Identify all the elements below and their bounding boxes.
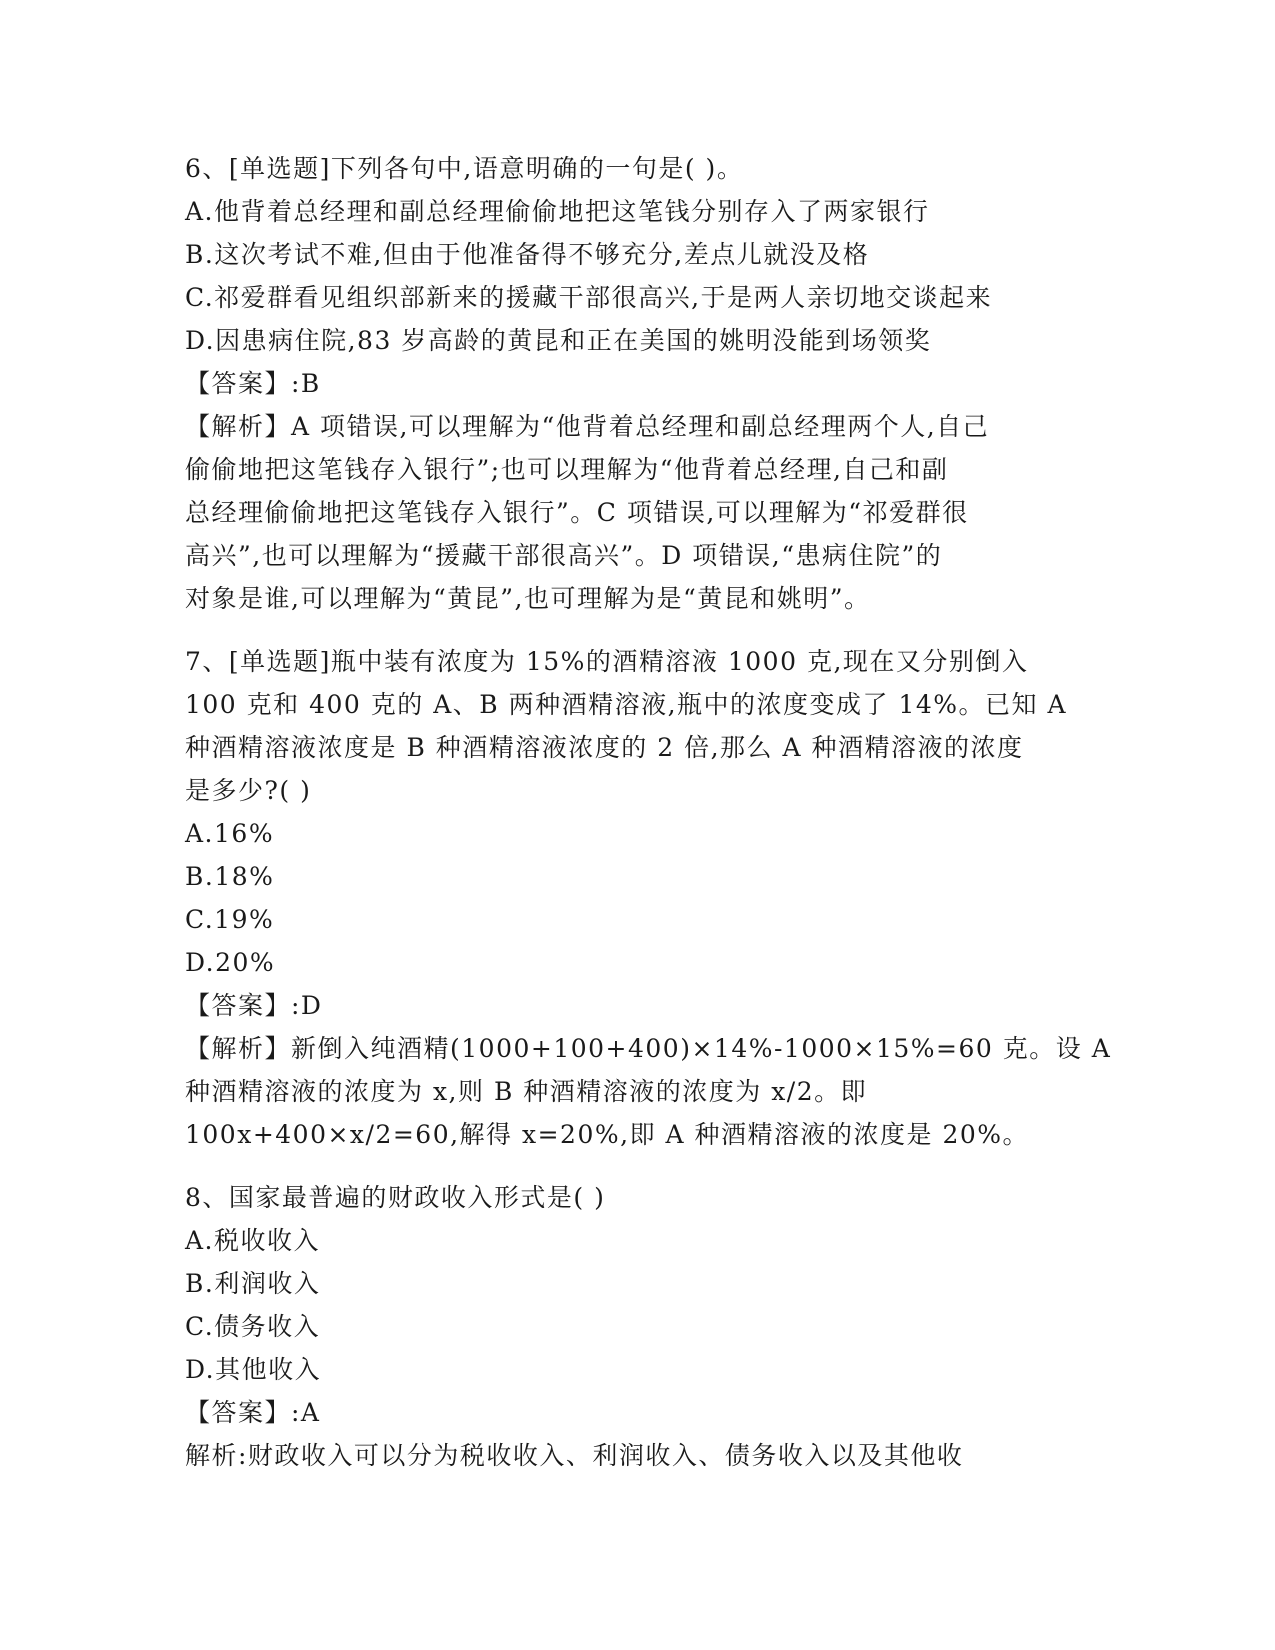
answer-line: 【答案】:A	[185, 1398, 321, 1427]
option-c: C.19%	[185, 905, 275, 934]
analysis-line: 偷偷地把这笔钱存入银行”;也可以理解为“他背着总经理,自己和副	[185, 455, 949, 484]
option-b: B.18%	[185, 862, 275, 891]
option-c: C.债务收入	[185, 1312, 321, 1341]
option-a: A.16%	[185, 819, 275, 848]
option-d: D.20%	[185, 948, 276, 977]
answer-line: 【答案】:B	[185, 369, 321, 398]
analysis-line: 种酒精溶液的浓度为 x,则 B 种酒精溶液的浓度为 x/2。即	[185, 1077, 868, 1106]
question-6	[185, 147, 1085, 620]
analysis-line: 【解析】A 项错误,可以理解为“他背着总经理和副总经理两个人,自己	[185, 412, 990, 441]
question-stem: 是多少?( )	[185, 776, 312, 805]
option-d: D.因患病住院,83 岁高龄的黄昆和正在美国的姚明没能到场领奖	[185, 326, 932, 355]
analysis-line: 【解析】新倒入纯酒精(1000+100+400)×14%-1000×15%=60 克。设 A	[185, 1034, 1112, 1063]
document-page	[185, 147, 1112, 1477]
question-stem: 8、国家最普遍的财政收入形式是( )	[185, 1183, 606, 1212]
analysis-line: 高兴”,也可以理解为“援藏干部很高兴”。D 项错误,“患病住院”的	[185, 541, 943, 570]
option-b: B.利润收入	[185, 1269, 321, 1298]
question-stem: 100 克和 400 克的 A、B 两种酒精溶液,瓶中的浓度变成了 14%。已知 A	[185, 690, 1068, 719]
analysis-line: 100x+400×x/2=60,解得 x=20%,即 A 种酒精溶液的浓度是 20%。	[185, 1120, 1030, 1149]
spacer	[185, 1156, 1085, 1176]
option-c: C.祁爱群看见组织部新来的援藏干部很高兴,于是两人亲切地交谈起来	[185, 283, 993, 312]
spacer	[185, 620, 1085, 640]
question-stem: 6、[单选题]下列各句中,语意明确的一句是( )。	[185, 154, 744, 183]
option-a: A.他背着总经理和副总经理偷偷地把这笔钱分别存入了两家银行	[185, 197, 930, 226]
analysis-line: 解析:财政收入可以分为税收收入、利润收入、债务收入以及其他收	[185, 1441, 964, 1470]
question-stem: 7、[单选题]瓶中装有浓度为 15%的酒精溶液 1000 克,现在又分别倒入	[185, 647, 1029, 676]
option-d: D.其他收入	[185, 1355, 322, 1384]
question-8	[185, 1176, 1085, 1477]
option-a: A.税收收入	[185, 1226, 321, 1255]
analysis-line: 总经理偷偷地把这笔钱存入银行”。C 项错误,可以理解为“祁爱群很	[185, 498, 969, 527]
answer-line: 【答案】:D	[185, 991, 323, 1020]
option-b: B.这次考试不难,但由于他准备得不够充分,差点儿就没及格	[185, 240, 870, 269]
question-stem: 种酒精溶液浓度是 B 种酒精溶液浓度的 2 倍,那么 A 种酒精溶液的浓度	[185, 733, 1024, 762]
analysis-line: 对象是谁,可以理解为“黄昆”,也可理解为是“黄昆和姚明”。	[185, 584, 871, 613]
question-7	[185, 640, 1112, 1156]
